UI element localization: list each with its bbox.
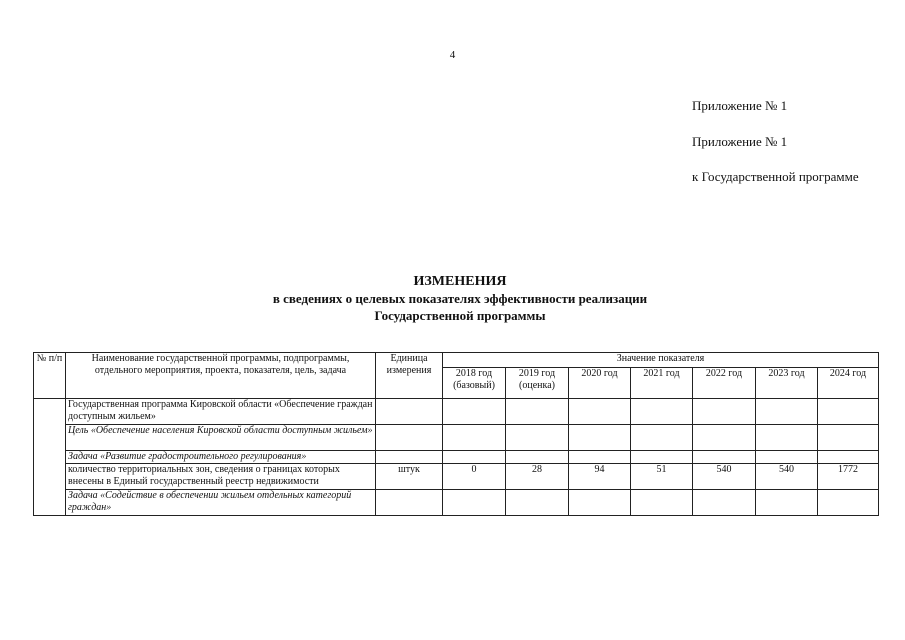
- row-value-cell: [818, 425, 879, 451]
- row-value-cell: [569, 399, 631, 425]
- header-year: 2023 год: [756, 368, 818, 399]
- row-unit-cell: [376, 490, 443, 516]
- row-value-cell: 540: [756, 464, 818, 490]
- header-year: 2018 год (базовый): [443, 368, 506, 399]
- document-title: [0, 273, 905, 324]
- row-value-cell: 51: [631, 464, 693, 490]
- row-value-cell: 94: [569, 464, 631, 490]
- header-year: 2020 год: [569, 368, 631, 399]
- row-value-cell: [443, 490, 506, 516]
- table-row: [34, 399, 879, 425]
- header-year: 2024 год: [818, 368, 879, 399]
- header-num: № п/п: [34, 353, 66, 399]
- row-value-cell: [506, 490, 569, 516]
- row-value-cell: [443, 451, 506, 464]
- row-name-cell: Государственная программа Кировской области «Обеспечение граждан доступным жильем»: [66, 399, 376, 425]
- row-unit-cell: [376, 399, 443, 425]
- appendix-program-ref: к Государственной программе: [692, 169, 859, 184]
- row-value-cell: [693, 399, 756, 425]
- row-value-cell: [693, 451, 756, 464]
- header-values: Значение показателя: [443, 353, 879, 368]
- row-value-cell: [506, 425, 569, 451]
- table-row: [34, 464, 879, 490]
- row-value-cell: [756, 490, 818, 516]
- row-value-cell: [506, 451, 569, 464]
- appendix-label-1: Приложение № 1: [692, 98, 788, 113]
- header-name: Наименование государственной программы, подпрограммы, отдельного мероприятия, проекта, показателя, цель, задача: [66, 353, 376, 399]
- indicators-table: [33, 352, 879, 516]
- row-value-cell: [756, 425, 818, 451]
- row-value-cell: [443, 399, 506, 425]
- appendix-label-2: Приложение № 1: [692, 134, 788, 149]
- row-value-cell: 0: [443, 464, 506, 490]
- row-name-cell: Цель «Обеспечение населения Кировской области доступным жильем»: [66, 425, 376, 451]
- table-row: [34, 425, 879, 451]
- row-unit-cell: [376, 451, 443, 464]
- table-row: [34, 490, 879, 516]
- title-line-2: в сведениях о целевых показателях эффективности реализации: [272, 291, 648, 306]
- page-number: 4: [449, 49, 456, 61]
- row-value-cell: [631, 451, 693, 464]
- row-value-cell: 28: [506, 464, 569, 490]
- row-name-cell: Задача «Развитие градостроительного регулирования»: [66, 451, 376, 464]
- row-value-cell: [818, 399, 879, 425]
- row-value-cell: [693, 490, 756, 516]
- row-value-cell: [631, 490, 693, 516]
- row-name-cell: количество территориальных зон, сведения о границах которых внесены в Единый государственный реестр недвижимости: [66, 464, 376, 490]
- header-year: 2022 год: [693, 368, 756, 399]
- row-unit-cell: [376, 425, 443, 451]
- header-row-1: [34, 353, 879, 368]
- row-value-cell: [818, 451, 879, 464]
- row-value-cell: [631, 399, 693, 425]
- row-value-cell: [569, 490, 631, 516]
- table-row: [34, 451, 879, 464]
- header-year: 2019 год (оценка): [506, 368, 569, 399]
- title-line-3: Государственной программы: [374, 308, 546, 323]
- row-value-cell: [756, 451, 818, 464]
- row-num-cell: [34, 399, 66, 516]
- row-value-cell: [818, 490, 879, 516]
- row-value-cell: [631, 425, 693, 451]
- row-unit-cell: штук: [376, 464, 443, 490]
- header-year: 2021 год: [631, 368, 693, 399]
- row-name-cell: Задача «Содействие в обеспечении жильем отдельных категорий граждан»: [66, 490, 376, 516]
- row-value-cell: [756, 399, 818, 425]
- row-value-cell: [443, 425, 506, 451]
- row-value-cell: [506, 399, 569, 425]
- row-value-cell: [569, 451, 631, 464]
- row-value-cell: 540: [693, 464, 756, 490]
- header-unit: Единица измерения: [376, 353, 443, 399]
- row-value-cell: [569, 425, 631, 451]
- title-line-1: ИЗМЕНЕНИЯ: [413, 274, 507, 289]
- row-value-cell: 1772: [818, 464, 879, 490]
- row-value-cell: [693, 425, 756, 451]
